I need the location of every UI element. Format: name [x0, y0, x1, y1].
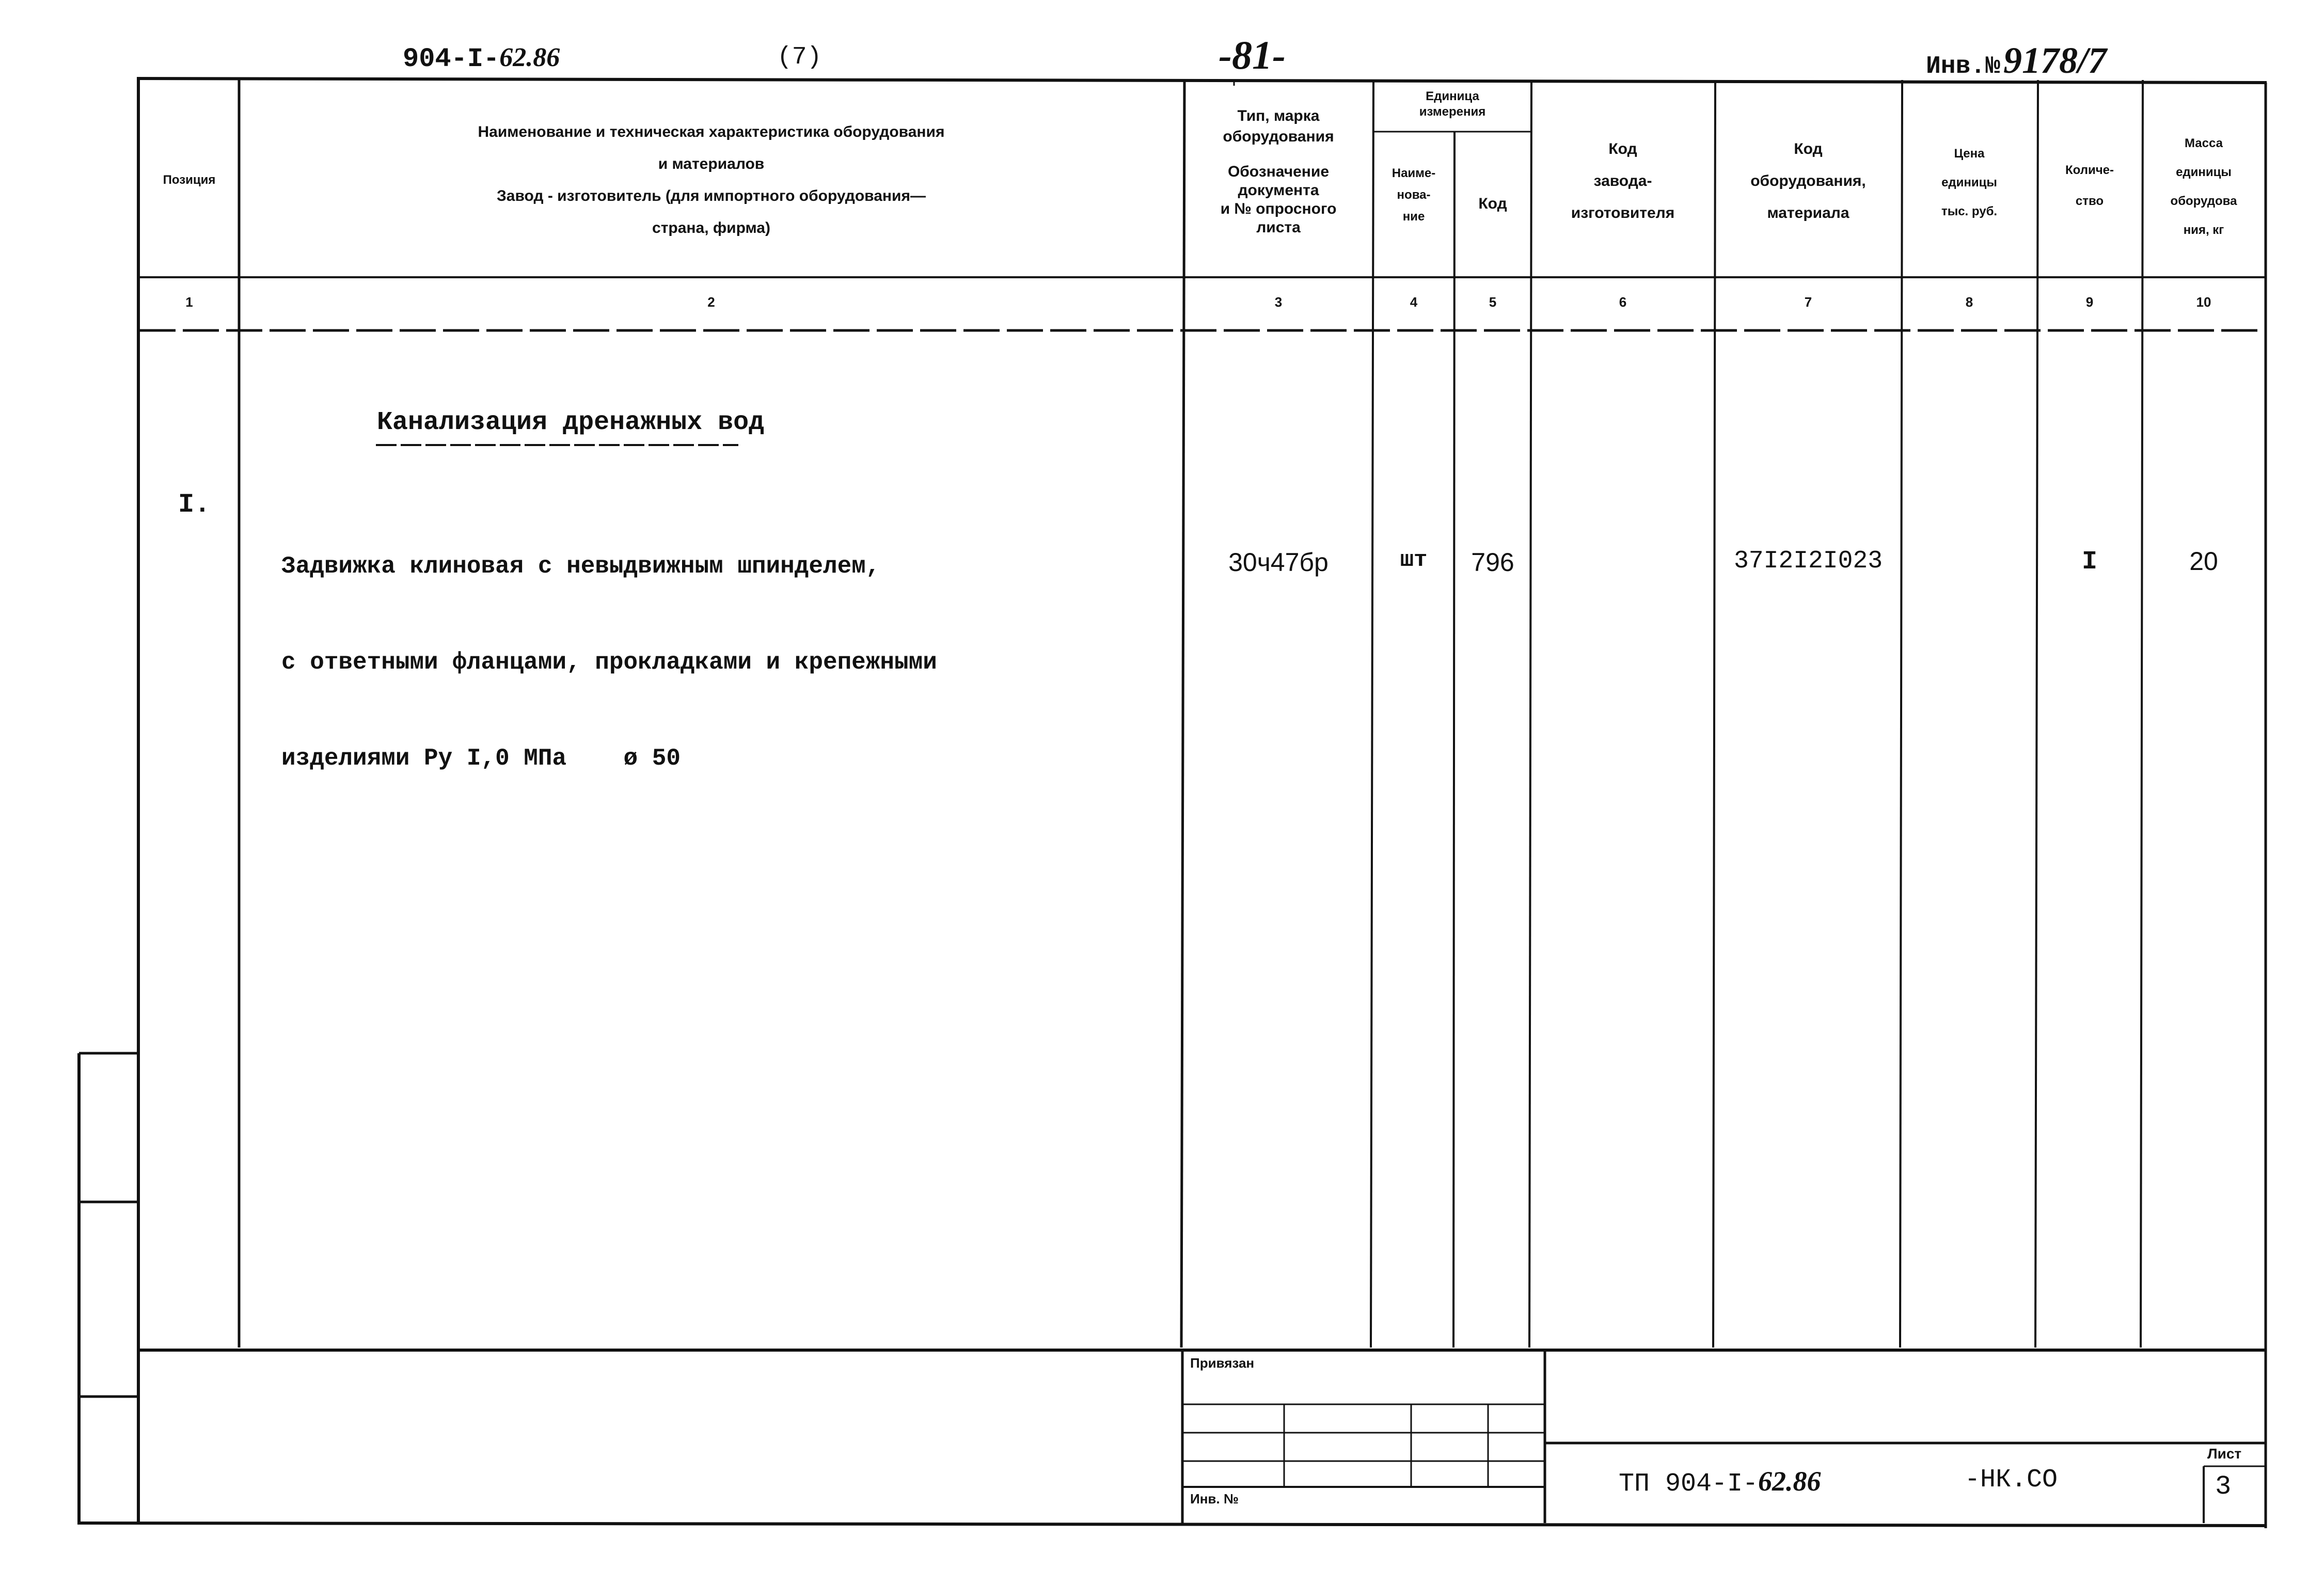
header-name-line: Завод - изготовитель (для импортного оборудования— — [497, 187, 926, 204]
inventory-number — [1926, 39, 2107, 82]
header-unit-name-line: нова- — [1397, 188, 1431, 202]
row-name — [281, 486, 937, 806]
header-quantity-line: Количе- — [2065, 163, 2114, 177]
row-mass: 20 — [2189, 547, 2218, 576]
header-price-line: тыс. руб. — [1941, 204, 1998, 218]
designation-suffix: -НК.СО — [1965, 1465, 2058, 1495]
row-unit: шт — [1400, 547, 1428, 573]
row-name-line: с ответными фланцами, прокладками и крепежными — [281, 649, 937, 676]
sheet-index: (7) — [777, 43, 822, 71]
header-unit-group-line: измерения — [1419, 105, 1486, 119]
colnum-1 — [139, 294, 239, 310]
header-col-quantity — [2038, 155, 2141, 217]
header-unit-name-line: ние — [1402, 210, 1425, 224]
colnum-label: 3 — [1274, 294, 1283, 310]
privyazan-label: Привязан — [1190, 1355, 1255, 1371]
header-col-position — [139, 83, 239, 277]
doc-code-handwritten: 62.86 — [499, 43, 560, 72]
header-plant-line: изготовителя — [1571, 204, 1675, 221]
colnum-label: 5 — [1489, 294, 1497, 310]
colnum-label: 10 — [2196, 294, 2211, 310]
header-doc-line: листа — [1256, 219, 1301, 236]
header-doc-line: и № опросного — [1220, 200, 1337, 217]
colnum-6 — [1531, 294, 1714, 310]
doc-code — [403, 42, 560, 74]
header-name-line: Наименование и техническая характеристика оборудования — [478, 123, 945, 140]
header-col-type — [1184, 106, 1372, 237]
colnum-3 — [1184, 294, 1372, 310]
header-plant-line: завода- — [1593, 172, 1652, 189]
colnum-label: 1 — [185, 294, 193, 310]
header-type-line: Тип, марка — [1237, 107, 1320, 124]
doc-code-printed: 904-I- — [403, 44, 500, 74]
designation — [1619, 1465, 1821, 1499]
page-mark: -81- — [1219, 33, 1286, 77]
designation-handwritten: 62.86 — [1758, 1466, 1821, 1497]
row-type: 30ч47бр — [1228, 548, 1329, 577]
colnum-2 — [240, 294, 1182, 310]
header-unit-name-line: Наиме- — [1392, 166, 1436, 180]
row-name-line: Задвижка клиновая с невыдвижным шпинделем, — [281, 553, 880, 580]
row-unit-code: 796 — [1471, 548, 1514, 577]
inv-no-label: Инв. № — [1190, 1491, 1239, 1507]
colnum-7 — [1715, 294, 1901, 310]
sheet-number: 3 — [2215, 1471, 2232, 1502]
sheet-label: Лист — [2207, 1446, 2242, 1462]
header-col-price — [1902, 139, 2036, 226]
header-col-unit-code — [1455, 194, 1530, 214]
colnum-label: 9 — [2085, 294, 2094, 310]
header-unit-group — [1374, 89, 1530, 120]
header-col-mass — [2143, 129, 2265, 245]
row-position: I. — [178, 489, 211, 520]
header-plant-line: Код — [1608, 140, 1637, 157]
header-equipment-line: оборудования, — [1750, 172, 1866, 189]
header-mass-line: оборудова — [2170, 194, 2237, 208]
header-position-label: Позиция — [163, 172, 216, 187]
header-price-line: единицы — [1941, 176, 1997, 189]
header-mass-line: единицы — [2176, 165, 2232, 179]
colnum-9 — [2038, 294, 2141, 310]
colnum-label: 7 — [1804, 294, 1812, 310]
header-name-line: страна, фирма) — [652, 219, 770, 236]
header-unit-group-line: Единица — [1426, 89, 1479, 103]
header-equipment-line: Код — [1794, 140, 1823, 157]
header-type-line: оборудования — [1223, 128, 1334, 145]
colnum-10 — [2143, 294, 2265, 310]
inventory-value: 9178/7 — [2003, 40, 2107, 81]
header-col-equipment-code — [1715, 133, 1901, 229]
row-equipment-code: 37I2I2I023 — [1733, 547, 1883, 575]
header-unit-code-label: Код — [1478, 195, 1507, 212]
header-col-plant-code — [1531, 133, 1714, 229]
row-name-line: изделиями Ру I,0 МПа ø 50 — [281, 745, 681, 772]
section-title: Канализация дренажных вод — [377, 408, 765, 437]
header-mass-line: ния, кг — [2183, 223, 2224, 237]
header-price-line: Цена — [1954, 147, 1985, 161]
colnum-label: 4 — [1410, 294, 1418, 310]
header-doc-line: Обозначение — [1227, 163, 1330, 180]
header-name-line: и материалов — [658, 155, 765, 172]
header-equipment-line: материала — [1767, 204, 1849, 221]
colnum-label: 6 — [1619, 294, 1627, 310]
designation-prefix: ТП 904-I- — [1619, 1469, 1759, 1499]
inventory-label: Инв.№ — [1926, 53, 2001, 81]
colnum-4 — [1373, 294, 1454, 310]
header-doc-line: документа — [1238, 182, 1319, 199]
colnum-label: 2 — [707, 294, 715, 310]
header-mass-line: Масса — [2185, 136, 2223, 150]
header-col-name — [240, 116, 1182, 244]
header-quantity-line: ство — [2075, 194, 2104, 208]
colnum-5 — [1455, 294, 1530, 310]
header-col-unit-name — [1373, 163, 1454, 228]
colnum-label: 8 — [1965, 294, 1973, 310]
row-quantity: I — [2081, 547, 2097, 577]
colnum-8 — [1902, 294, 2036, 310]
